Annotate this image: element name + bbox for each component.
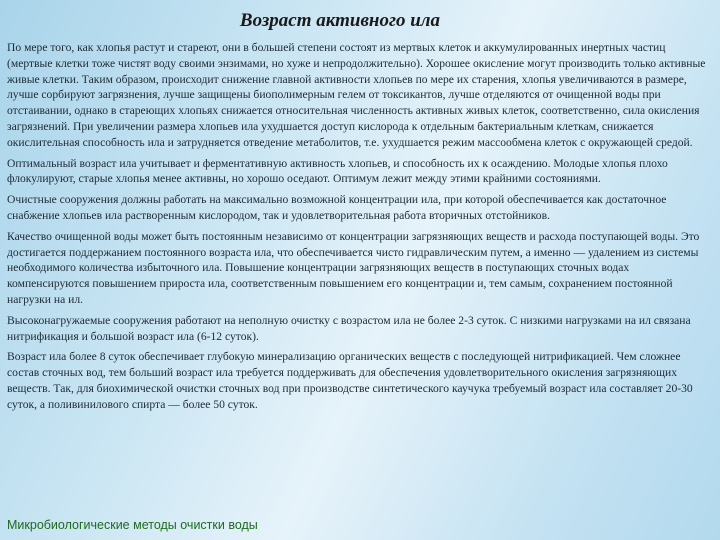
paragraph-water-quality: Качество очищенной воды может быть постоянным независимо от концентрации загрязняющих веществ и расхода поступающей воды. Это достигается поддержанием постоянного возраста ила, что обеспечивается чисто гидравлическим путем, а именно — удалением из системы необходимого количества избыточного ила. Повышение концентрации загрязняющих веществ в поступающих сточных водах компенсируются повышением прироста ила, соответственным повышением его концентрации и, тем самым, сохранением постоянной нагрузки на ил. [7,229,700,306]
paragraph-sludge-aging: По мере того, как хлопья растут и стареют, они в большей степени состоят из мертвых клеток и аккумулированных инертных частиц (мертвые клетки тоже чистят воду своими энзимами, но хуже и непродолжительно). Хорошее окисление могут производить только активные живые клетки. Таким образом, происходит снижение главной активности хлопьев по мере их старения, хлопья увеличиваются в размере, лучше сорбируют загрязнения, лучше защищены биополимерным гелем от токсикантов, лучше отделяются от очищенной воды при отстаивании, однако в стареющих хлопьях снижается относительная численность активных живых клеток, соответственно, сила окисления загрязнений. При увеличении размера хлопьев ила ухудшается доступ кислорода к отдельным бактериальным клеткам, снижается окислительная способность ила и затрудняется отведение метаболитов, т.е. ухудшается режим массообмена клеток с окружающей средой. [7,41,706,149]
slide-title: Возраст активного ила [239,10,441,31]
slide-body [7,40,713,418]
paragraph-high-load: Высоконагружаемые сооружения работают на неполную очистку с возрастом ила не более 2-3 суток. С низкими нагрузками на ил связана нитрификация и большой возраст ила (6-12 суток). [7,313,691,343]
paragraph-mineralization: Возраст ила более 8 суток обеспечивает глубокую минерализацию органических веществ с последующей нитрификацией. Чем сложнее состав сточных вод, тем больший возраст ила требуется поддерживать для обеспечения удовлетворительного окисления загрязняющих веществ. Так, для биохимической очистки сточных вод при производстве синтетического каучука требуемый возраст ила составляет 20-30 суток, а поливинилового спирта — более 50 суток. [7,350,693,411]
footer-caption: Микробиологические методы очистки воды [7,518,258,532]
paragraph-optimal-age: Оптимальный возраст ила учитывает и ферментативную активность хлопьев, и способность их к осаждению. Молодые хлопья плохо флокулируют, старые хлопья менее активны, но хорошо оседают. Оптимум лежит между этими крайними состояниями. [7,156,668,186]
paragraph-max-concentration: Очистные сооружения должны работать на максимально возможной концентрации ила, при которой обеспечивается как достаточное снабжение хлопьев ила растворенным кислородом, так и удовлетворительная работа вторичных отстойников. [7,193,667,222]
